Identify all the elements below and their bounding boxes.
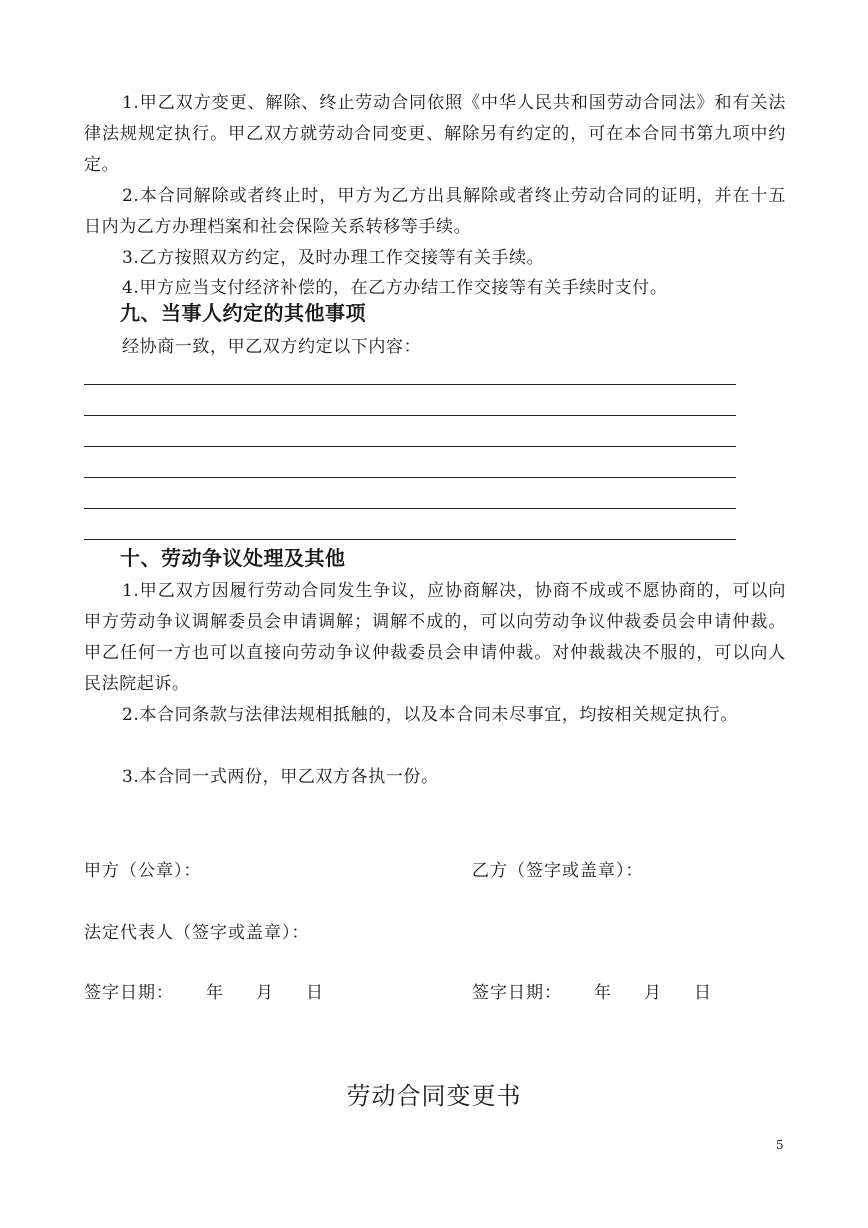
clause-10-1: 1.甲乙双方因履行劳动合同发生争议，应协商解决，协商不成或不愿协商的，可以向甲方劳动争议调解委员会申请调解；调解不成的，可以向劳动争议仲裁委员会申请仲裁。甲乙任何一方也可以直接向劳动争议仲裁委员会申请仲裁。对仲裁裁决不服的，可以向人民法院起诉。 (84, 581, 786, 694)
clause-8-2: 2.本合同解除或者终止时，甲方为乙方出具解除或者终止劳动合同的证明，并在十五日内为乙方办理档案和社会保险关系转移等手续。 (84, 186, 786, 237)
clause-8-4: 4.甲方应当支付经济补偿的，在乙方办结工作交接等有关手续时支付。 (122, 278, 668, 298)
page-number: 5 (776, 1138, 784, 1152)
next-document-title: 劳动合同变更书 (346, 1082, 522, 1110)
blank-line (84, 508, 736, 509)
blank-line (84, 477, 736, 478)
party-b-sign-date: 签字日期： 年 月 日 (472, 983, 713, 1003)
clause-8-1: 1.甲乙双方变更、解除、终止劳动合同依照《中华人民共和国劳动合同法》和有关法律法规规定执行。甲乙双方就劳动合同变更、解除另有约定的，可在本合同书第九项中约定。 (84, 93, 786, 175)
blank-line (84, 415, 736, 416)
section-9-heading: 九、当事人约定的其他事项 (120, 301, 366, 325)
blank-line (84, 446, 736, 447)
legal-rep-sign-label: 法定代表人（签字或盖章）： (84, 923, 310, 943)
party-a-seal-label: 甲方（公章）： (84, 861, 202, 881)
clause-10-2: 2.本合同条款与法律法规相抵触的，以及本合同未尽事宜，均按相关规定执行。 (122, 705, 738, 725)
party-b-sign-label: 乙方（签字或盖章）： (472, 861, 644, 881)
clause-8-3: 3.乙方按照双方约定，及时办理工作交接等有关手续。 (122, 248, 545, 268)
blank-line (84, 539, 736, 540)
section-9-intro: 经协商一致，甲乙双方约定以下内容： (122, 337, 422, 357)
section-10-heading: 十、劳动争议处理及其他 (120, 546, 346, 570)
party-a-sign-date: 签字日期： 年 月 日 (84, 983, 325, 1003)
blank-line (84, 384, 736, 385)
clause-10-3: 3.本合同一式两份，甲乙双方各执一份。 (122, 767, 439, 787)
